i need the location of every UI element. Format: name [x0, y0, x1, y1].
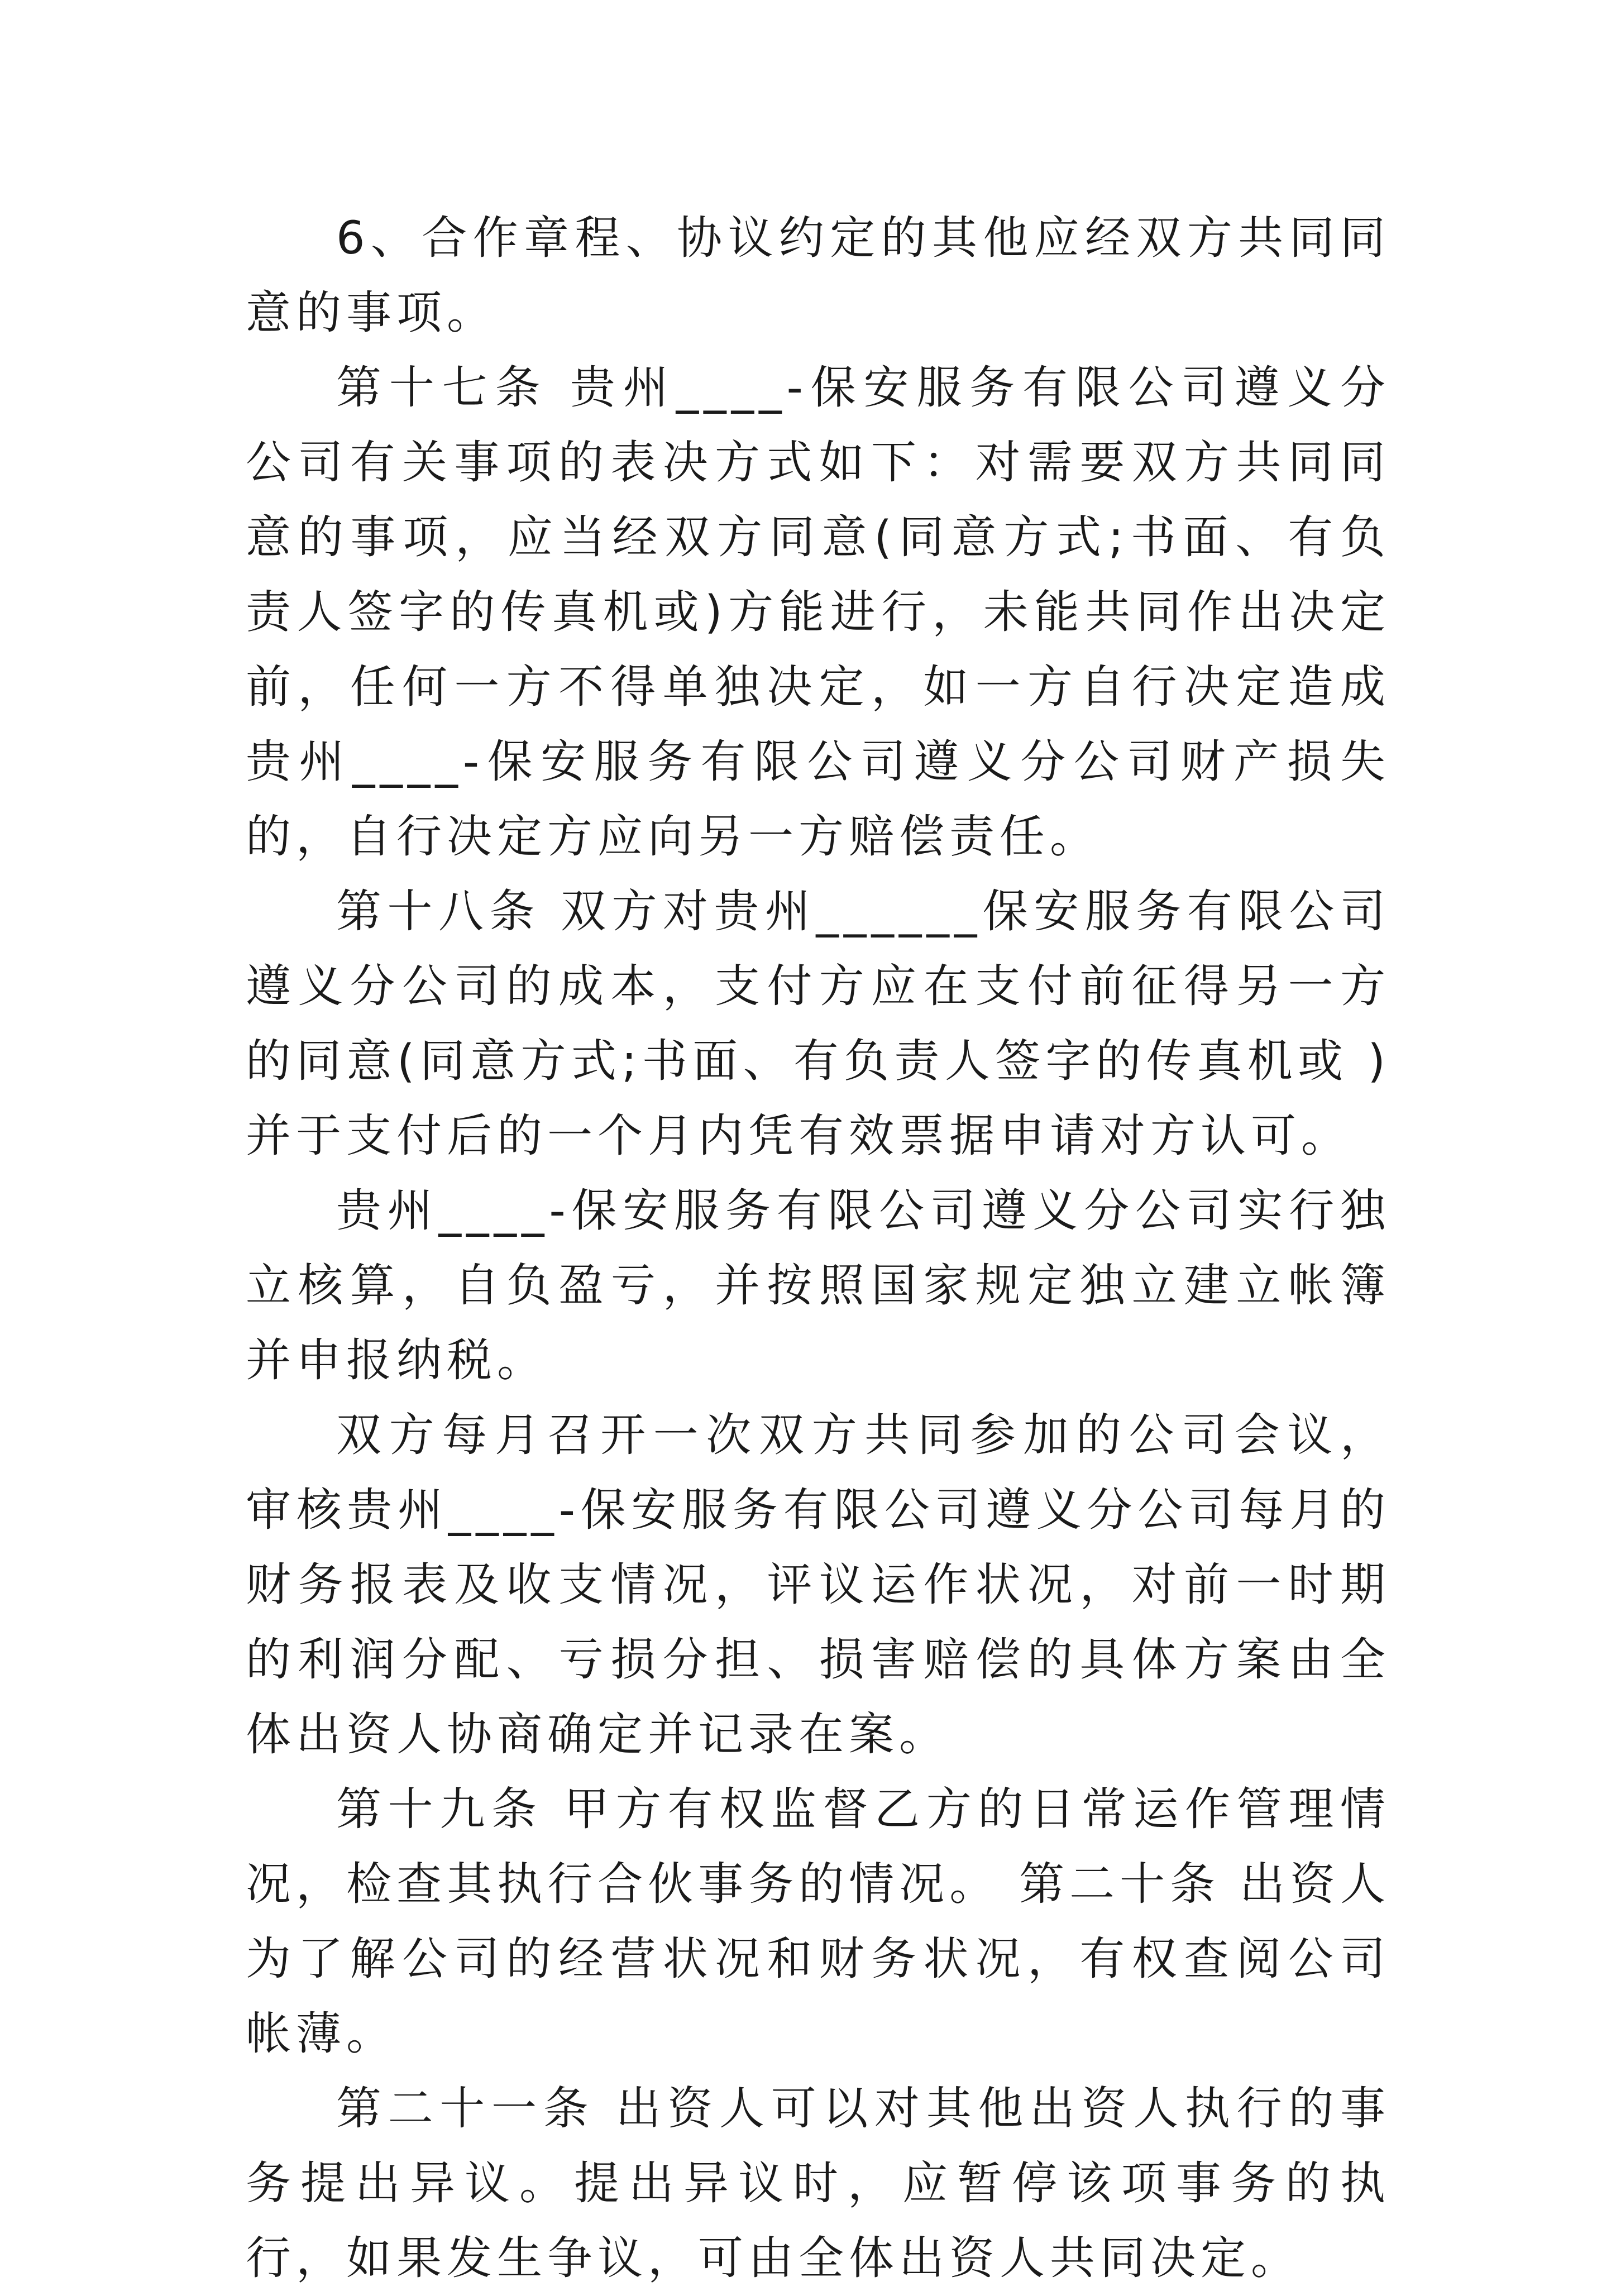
paragraph-accounting: 贵州____-保安服务有限公司遵义分公司实行独立核算，自负盈亏，并按照国家规定独立建立帐簿并申报纳税。 [246, 1185, 1390, 1387]
document-body [246, 201, 1390, 2296]
paragraph-article-18: 第十八条 双方对贵州______保安服务有限公司遵义分公司的成本，支付方应在支付前征得另一方的同意(同意方式;书面、有负责人签字的传真机或 )并于支付后的一个月内凭有效票据申请对方认可。 [246, 886, 1390, 1163]
paragraph-article-17: 第十七条 贵州____-保安服务有限公司遵义分公司有关事项的表决方式如下：对需要双方共同同意的事项，应当经双方同意(同意方式;书面、有负责人签字的传真机或)方能进行，未能共同作出决定前，任何一方不得单独决定，如一方自行决定造成贵州____-保安服务有限公司遵义分公司财产损失的，自行决定方应向另一方赔偿责任。 [246, 362, 1390, 863]
paragraph-item-6: 6、合作章程、协议约定的其他应经双方共同同意的事项。 [246, 212, 1390, 339]
paragraph-monthly-meeting: 双方每月召开一次双方共同参加的公司会议，审核贵州____-保安服务有限公司遵义分公司每月的财务报表及收支情况，评议运作状况，对前一时期的利润分配、亏损分担、损害赔偿的具体方案由全体出资人协商确定并记录在案。 [246, 1409, 1390, 1761]
paragraph-article-21: 第二十一条 出资人可以对其他出资人执行的事务提出异议。提出异议时，应暂停该项事务的执行，如果发生争议，可由全体出资人共同决定。 [246, 2083, 1390, 2285]
paragraph-article-19-20: 第十九条 甲方有权监督乙方的日常运作管理情况，检查其执行合伙事务的情况。 第二十条 出资人为了解公司的经营状况和财务状况，有权查阅公司帐薄。 [246, 1783, 1390, 2060]
